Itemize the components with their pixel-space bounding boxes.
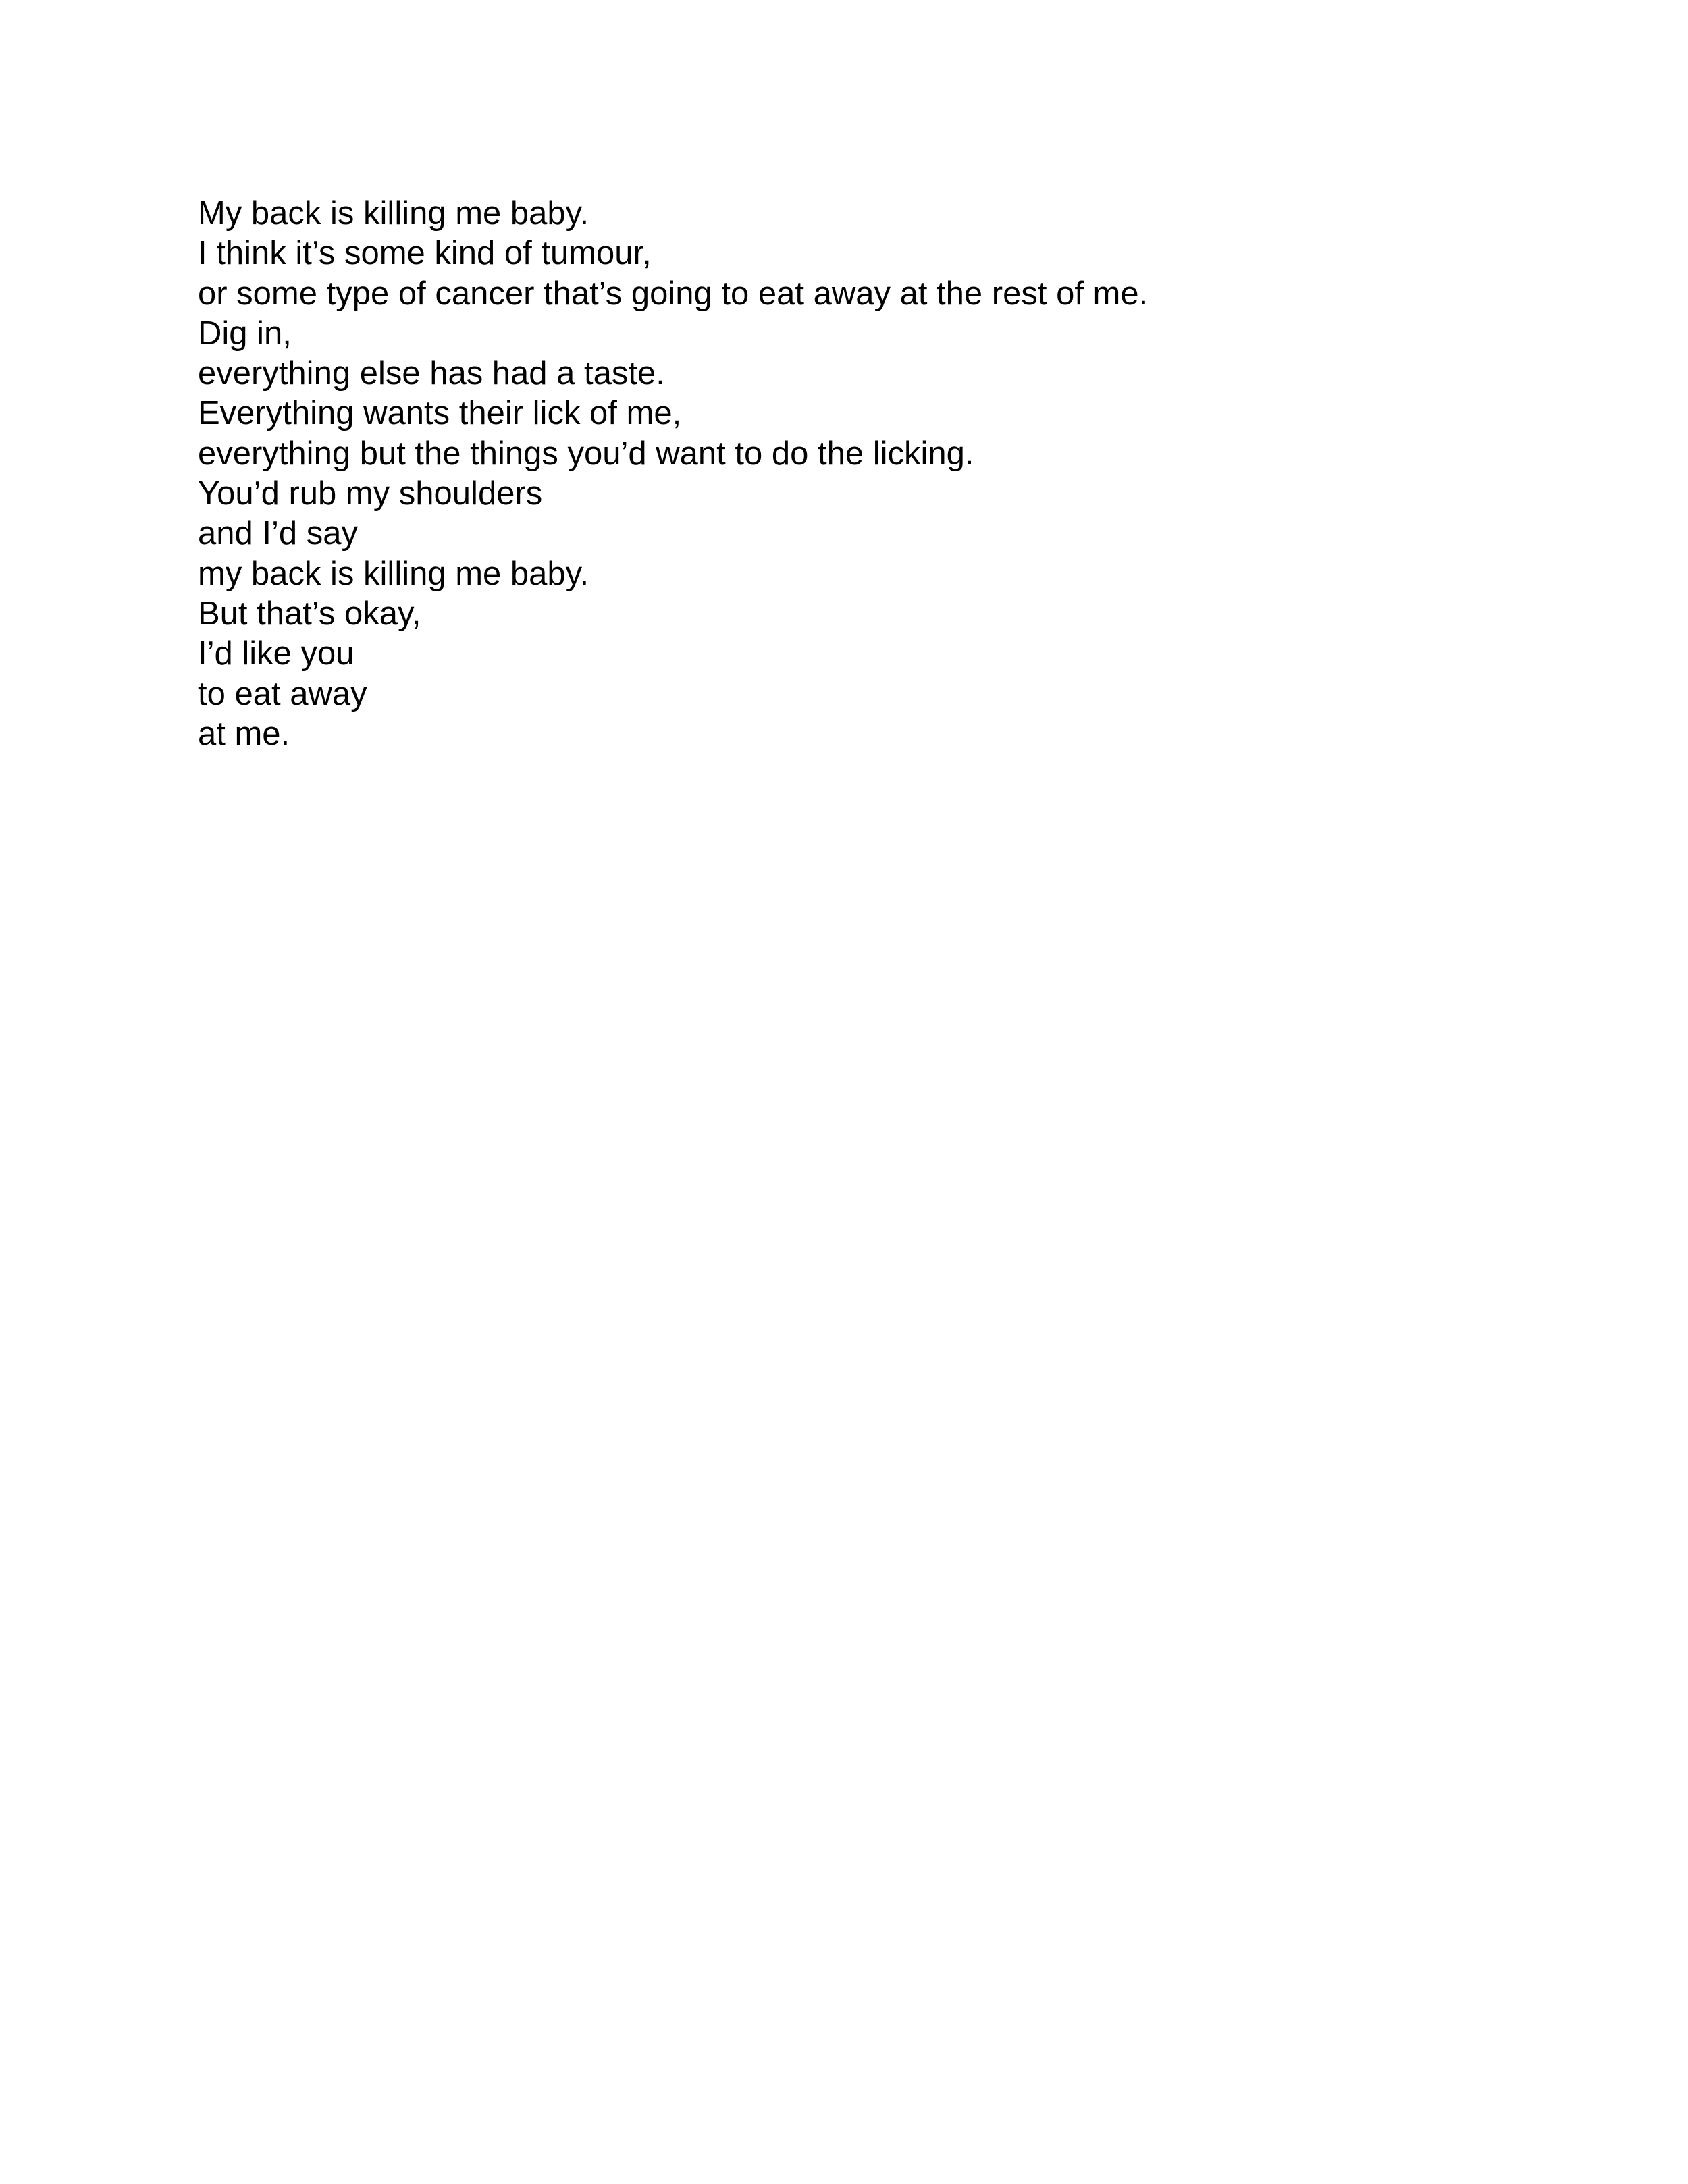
poem-line: I’d like you <box>198 635 354 672</box>
poem-line: Everything wants their lick of me, <box>198 395 682 432</box>
poem-line: I think it’s some kind of tumour, <box>198 235 652 272</box>
poem-line: or some type of cancer that’s going to eat away at the rest of me. <box>198 275 1149 312</box>
poem-line: Dig in, <box>198 315 292 352</box>
poem-line: my back is killing me baby. <box>198 555 589 592</box>
poem-line: and I’d say <box>198 515 358 552</box>
poem-line: everything else has had a taste. <box>198 355 665 392</box>
poem-line: But that’s okay, <box>198 595 421 632</box>
poem-line: to eat away <box>198 675 367 712</box>
poem-line: My back is killing me baby. <box>198 195 589 232</box>
poem-body <box>198 194 1148 754</box>
poem-line: You’d rub my shoulders <box>198 475 543 512</box>
poem-line: everything but the things you’d want to do the licking. <box>198 435 974 472</box>
poem-line: at me. <box>198 715 290 752</box>
